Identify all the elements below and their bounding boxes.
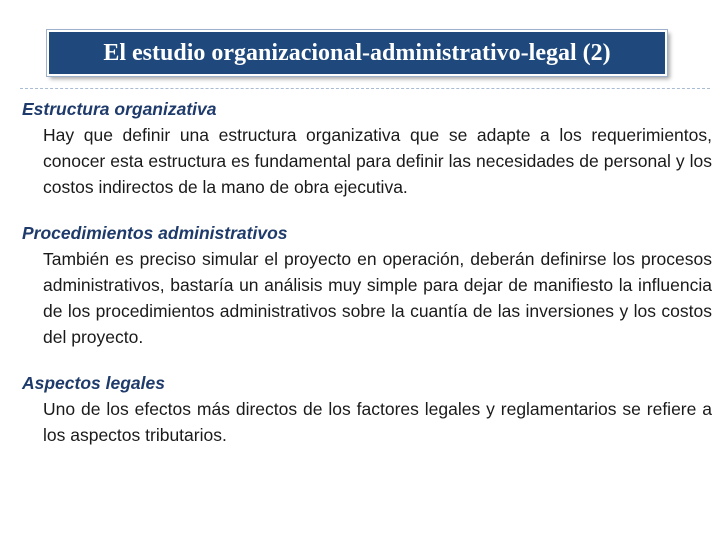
section-body: También es preciso simular el proyecto en operación, deberán definirse los procesos administrativos, bastaría un análisis muy simple para dejar de manifiesto la influencia de los procedimientos administrativos sobre la cuantía de las inversiones y los costos del proyecto. <box>43 249 712 347</box>
section-heading: Estructura organizativa <box>22 99 217 119</box>
section-body: Uno de los efectos más directos de los factores legales y reglamentarios se refiere a los aspectos tributarios. <box>43 399 712 445</box>
section-procedimientos-administrativos <box>22 220 712 350</box>
section-heading: Aspectos legales <box>22 373 165 393</box>
slide-title: El estudio organizacional-administrativo-legal (2) <box>103 40 611 66</box>
section-gap <box>22 200 712 220</box>
slide-title-box <box>47 30 667 76</box>
section-gap <box>22 350 712 370</box>
title-divider <box>20 88 710 89</box>
section-estructura-organizativa <box>22 96 712 200</box>
slide-content <box>22 96 712 448</box>
section-aspectos-legales <box>22 370 712 448</box>
section-heading: Procedimientos administrativos <box>22 223 288 243</box>
section-body: Hay que definir una estructura organizativa que se adapte a los requerimientos, conocer esta estructura es fundamental para definir las necesidades de personal y los costos indirectos de la mano de obra ejecutiva. <box>43 125 712 197</box>
